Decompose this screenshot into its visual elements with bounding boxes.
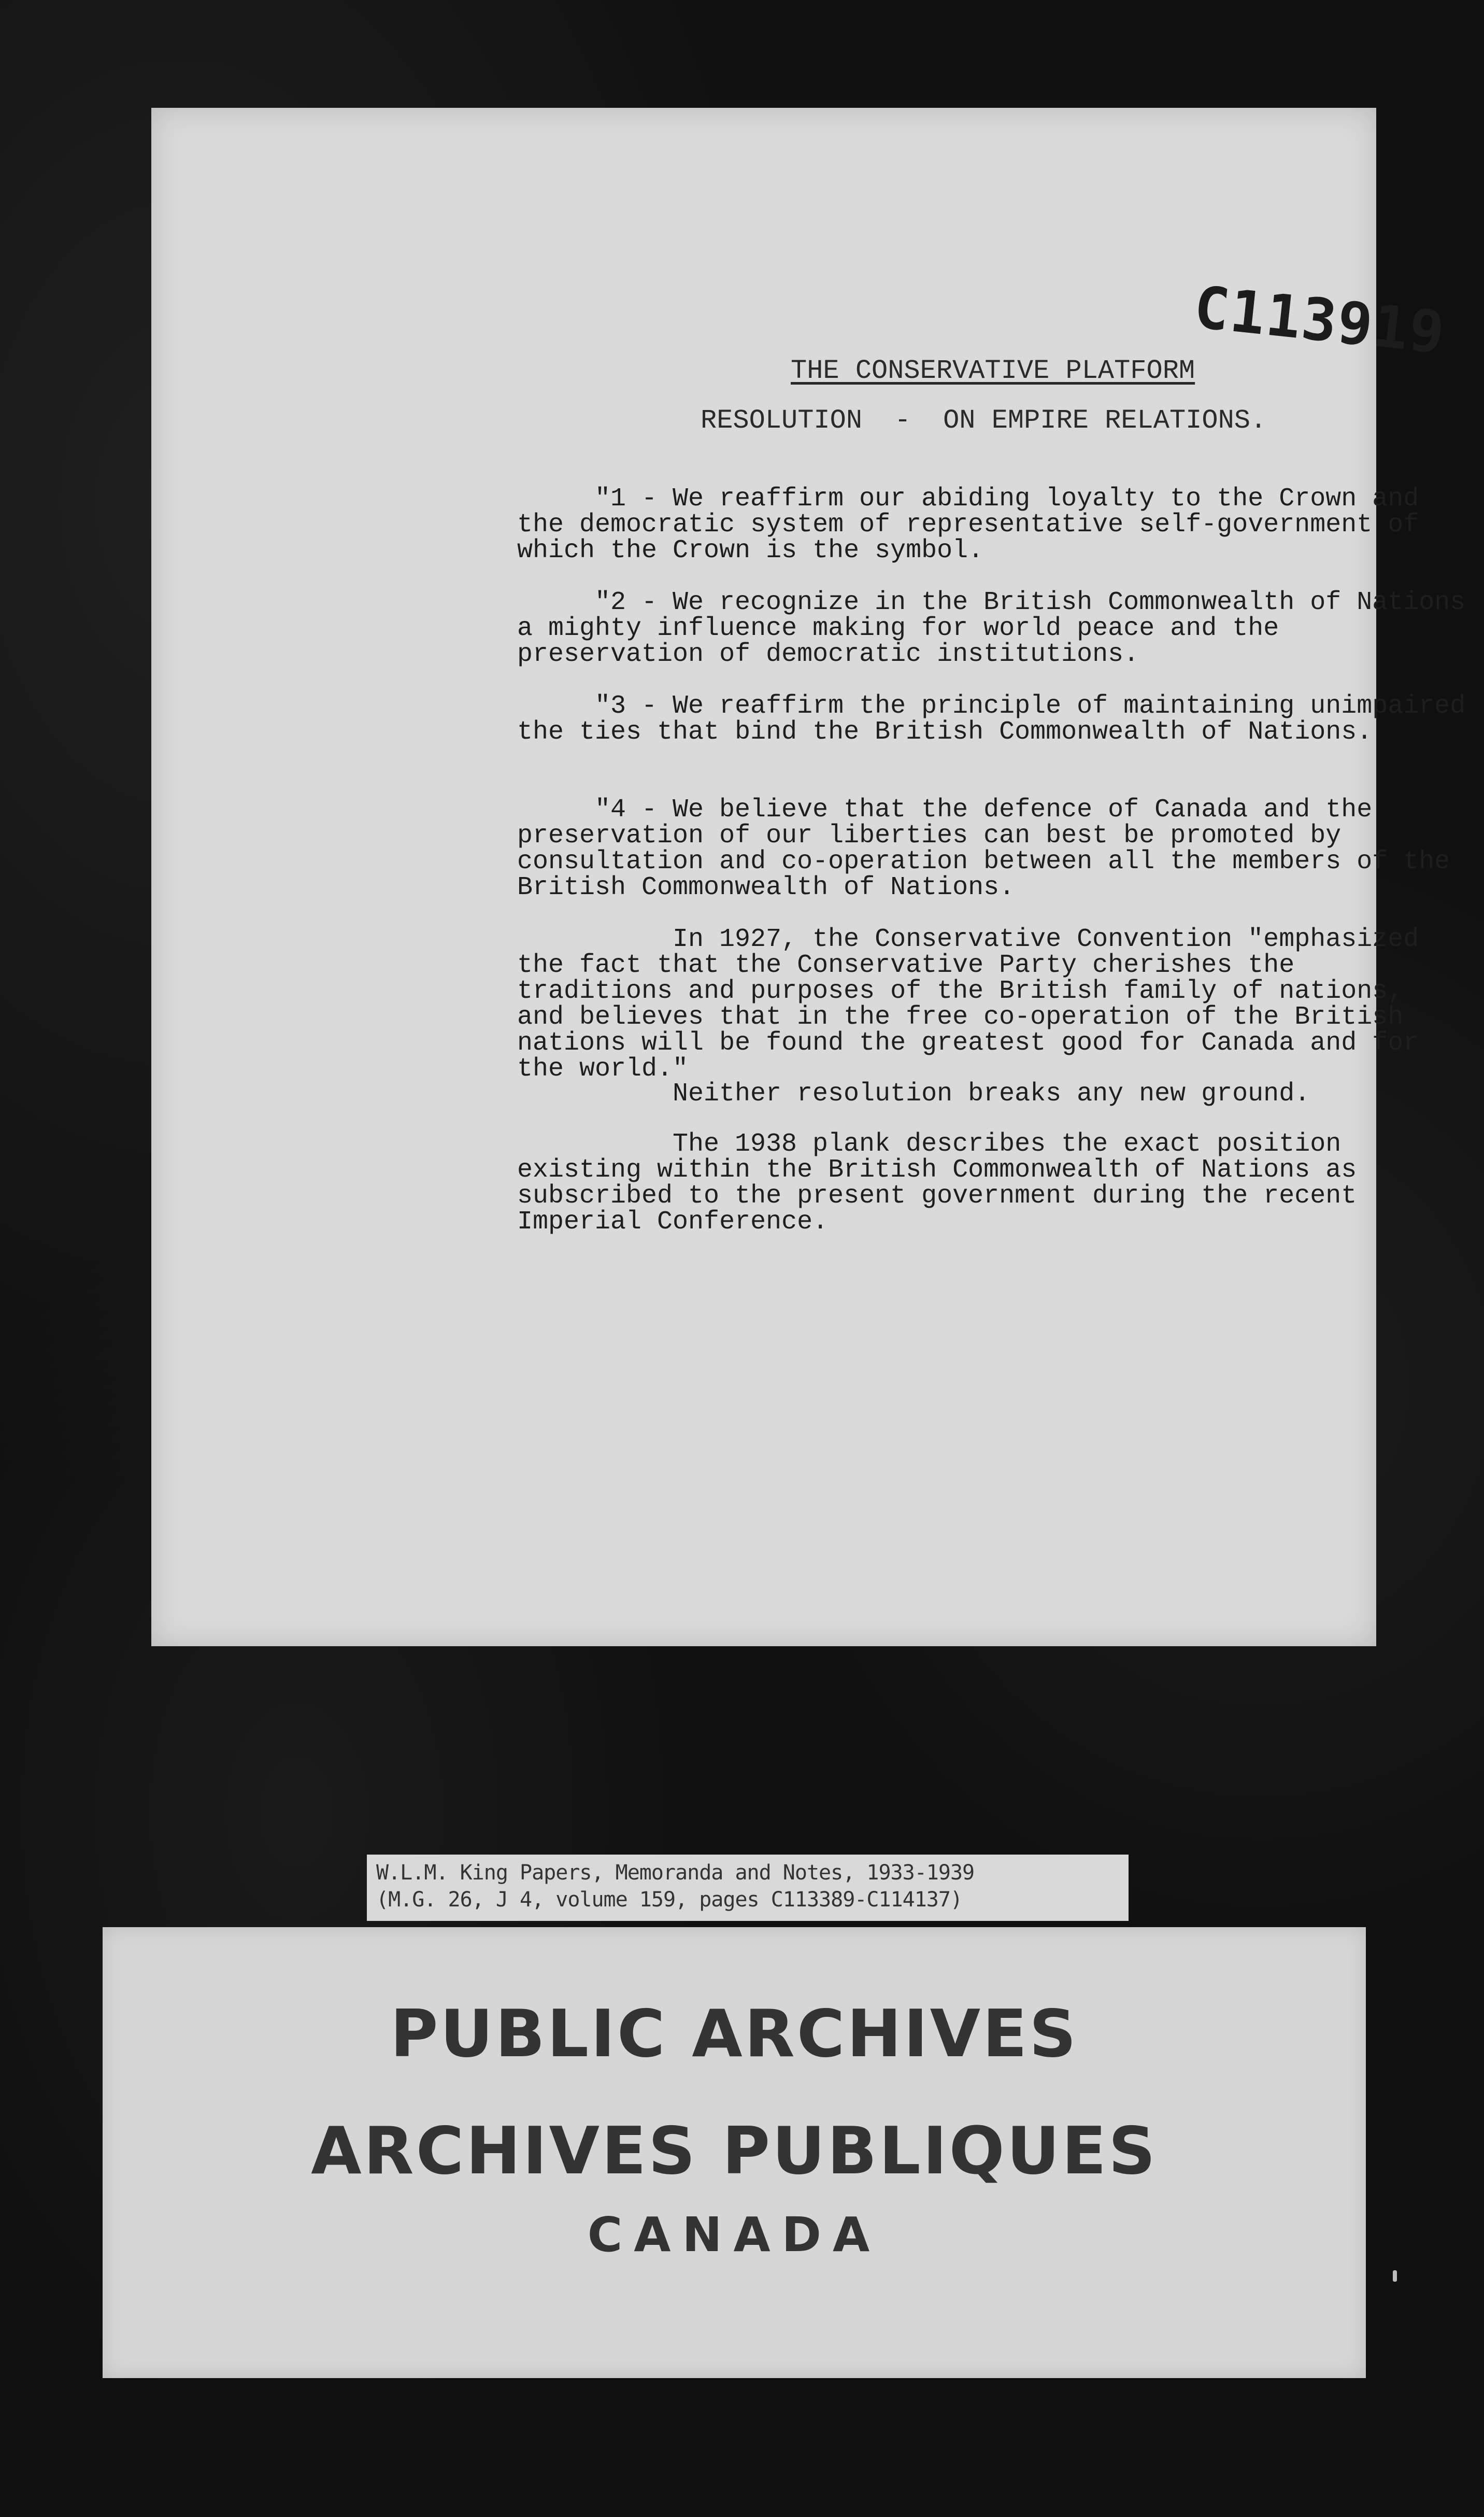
archive-label-line-1: W.L.M. King Papers, Memoranda and Notes, 1933-1939: [376, 1861, 975, 1885]
reference-number-text: C113919: [1191, 274, 1449, 367]
resolution-paragraph-4: "4 - We believe that the defence of Canada and the preservation of our liberties can best be promoted by consultation and co-operation between all the members of the British Commonwealth of Nations.: [517, 795, 1450, 902]
film-speck: [1393, 2270, 1397, 2282]
archive-reference-label: [367, 1855, 1129, 1921]
canada-heading: CANADA: [587, 2207, 881, 2263]
convention-1927-paragraph: In 1927, the Conservative Convention "emphasized the fact that the Conservative Party cherishes the traditions and purposes of the British family of nations, and believes that in the free co-operation of the British nations will be found the greatest good for Canada and for the world.": [517, 925, 1419, 1084]
archives-publiques-heading: ARCHIVES PUBLIQUES: [311, 2113, 1158, 2189]
public-archives-card: [103, 1927, 1366, 2378]
public-archives-heading: PUBLIC ARCHIVES: [390, 1996, 1078, 2072]
archive-label-line-2: (M.G. 26, J 4, volume 159, pages C113389-C114137): [376, 1888, 963, 1912]
resolution-paragraph-1: "1 - We reaffirm our abiding loyalty to the Crown and the democratic system of representative self-government of which the Crown is the symbol.: [517, 484, 1419, 565]
plank-1938-paragraph: The 1938 plank describes the exact position existing within the British Commonwealth of Nations as subscribed to the present government during the recent Imperial Conference.: [517, 1129, 1357, 1237]
no-new-ground-paragraph: Neither resolution breaks any new ground.: [673, 1079, 1310, 1109]
document-page: [151, 108, 1466, 1646]
document-title: THE CONSERVATIVE PLATFORM: [791, 356, 1195, 386]
resolution-paragraph-3: "3 - We reaffirm the principle of maintaining unimpaired the ties that bind the British Commonwealth of Nations.: [517, 691, 1466, 747]
document-subtitle: RESOLUTION - ON EMPIRE RELATIONS.: [701, 405, 1267, 436]
resolution-paragraph-2: "2 - We recognize in the British Commonwealth of Nations a mighty influence making for world peace and the preservation of democratic institutions.: [517, 588, 1466, 669]
